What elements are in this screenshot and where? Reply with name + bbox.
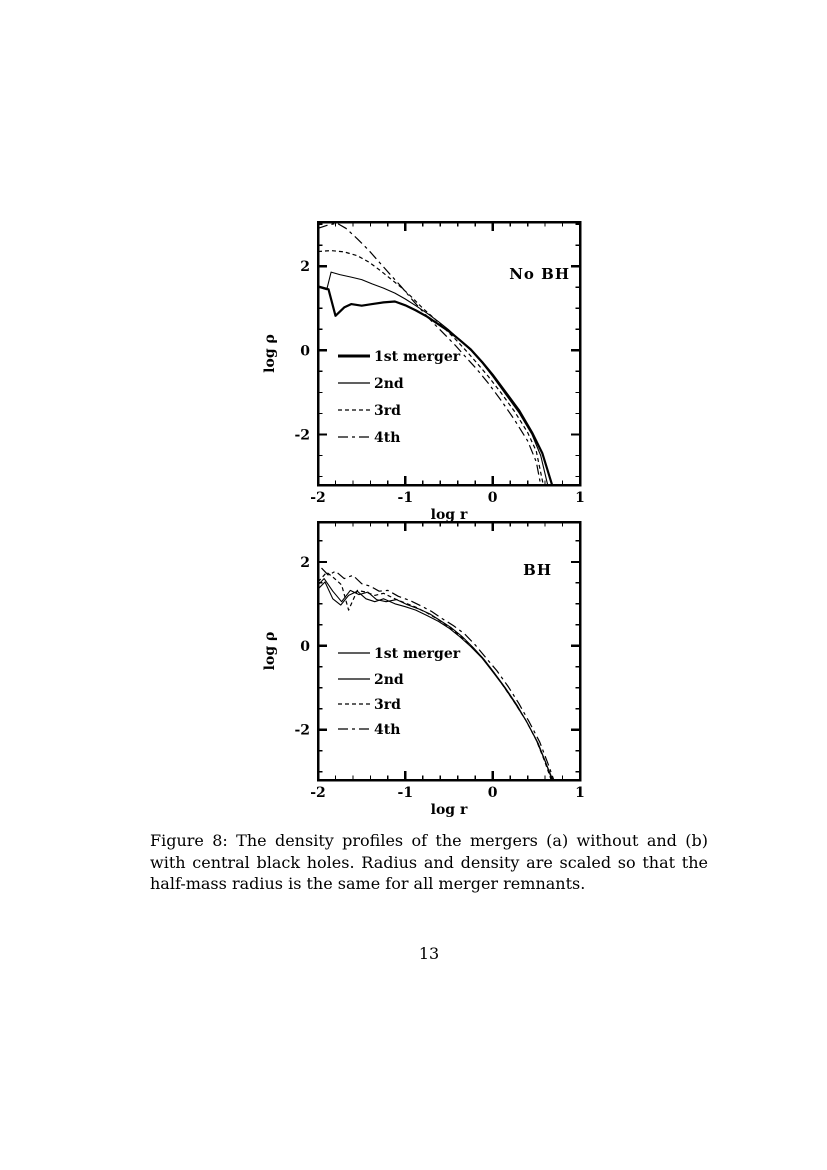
x-axis-label: log r (430, 802, 468, 818)
y-axis-label: log ρ (262, 334, 278, 373)
figure-caption: Figure 8: The density profiles of the mergers (a) without and (b) with central black holes. Radius and density are scaled so that the half-mass radius is the same for all merger remnants. (150, 831, 708, 894)
series-group (318, 568, 554, 780)
legend-label: 4th (374, 430, 401, 446)
series-line-3rd (318, 251, 543, 485)
figure-panel-no-bh (250, 203, 600, 525)
x-tick-label: -1 (397, 785, 414, 801)
x-tick-label: 0 (487, 785, 498, 801)
legend-label: 4th (374, 722, 401, 738)
x-tick-label: 1 (575, 785, 585, 801)
chart-svg-panel-a (250, 203, 600, 521)
legend (338, 646, 461, 738)
x-tick-label: -2 (310, 490, 326, 506)
series-line-3rd (318, 572, 551, 780)
legend-label: 1st merger (374, 646, 461, 662)
chart-svg-panel-b (250, 503, 600, 821)
legend-label: 3rd (374, 403, 401, 419)
legend-label: 2nd (374, 376, 404, 392)
page-number: 13 (418, 944, 440, 963)
tick-labels (294, 555, 584, 801)
panel-annotation: No BH (509, 265, 570, 283)
series-line-4th (322, 568, 554, 780)
y-tick-label: -2 (294, 427, 310, 444)
legend-label: 1st merger (374, 349, 461, 365)
legend-label: 2nd (374, 672, 404, 688)
legend-label: 3rd (374, 697, 401, 713)
y-tick-label: 0 (300, 343, 310, 360)
x-tick-label: 1 (575, 490, 585, 506)
series-line-1st-merger (318, 582, 552, 780)
y-tick-label: 2 (300, 554, 310, 571)
x-axis-label: log r (430, 507, 468, 521)
y-tick-label: 0 (300, 638, 310, 655)
x-tick-label: -2 (310, 785, 326, 801)
y-tick-label: 2 (300, 259, 310, 276)
legend (338, 349, 461, 446)
x-tick-label: -1 (397, 490, 414, 506)
x-tick-label: 0 (487, 490, 498, 506)
figure-panel-bh (250, 503, 600, 825)
series-line-1st-merger (318, 286, 552, 485)
y-axis-label: log ρ (262, 631, 278, 671)
y-tick-label: -2 (294, 722, 310, 739)
panel-annotation: BH (523, 561, 552, 579)
